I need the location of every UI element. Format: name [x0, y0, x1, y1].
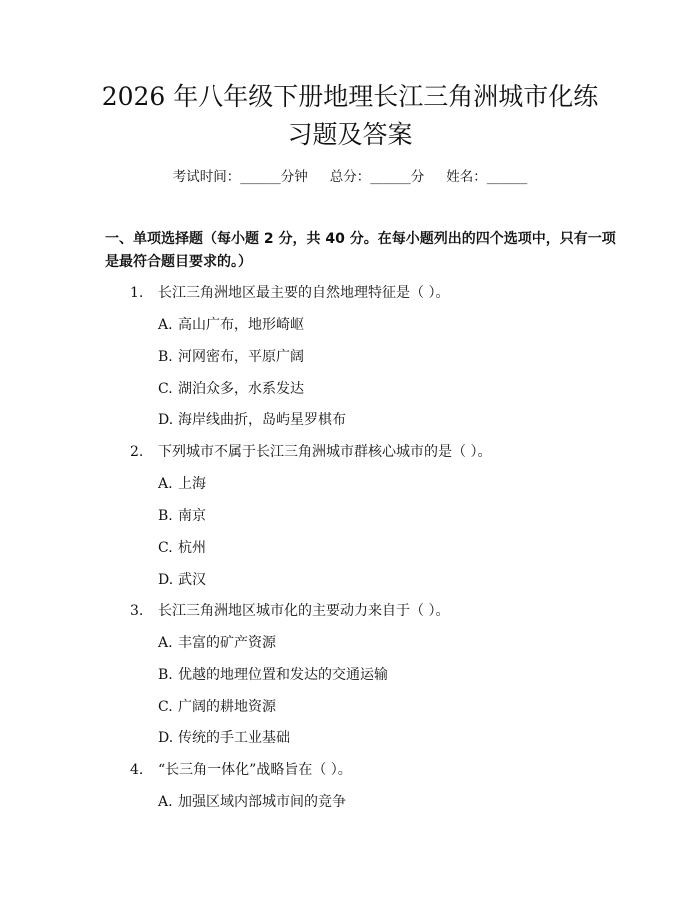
option-3a — [158, 633, 276, 653]
question-4 — [130, 760, 352, 780]
option-text: 优越的地理位置和发达的交通运输 — [178, 667, 388, 683]
option-text: 丰富的矿产资源 — [178, 635, 276, 651]
option-letter: C. — [158, 699, 173, 715]
question-number: 2. — [130, 444, 144, 460]
option-text: 高山广布，地形崎岖 — [178, 317, 304, 333]
question-number: 4. — [130, 762, 144, 778]
question-2 — [130, 442, 491, 462]
exam-meta — [0, 167, 700, 187]
option-text: 上海 — [178, 476, 206, 492]
option-letter: B. — [158, 349, 173, 365]
question-text: “长三角一体化”战略旨在（ ）。 — [158, 762, 352, 778]
option-1a — [158, 315, 304, 335]
option-3d — [158, 728, 290, 748]
option-1c — [158, 379, 304, 399]
option-text: 杭州 — [178, 540, 206, 556]
option-3b — [158, 665, 388, 685]
option-letter: A. — [158, 794, 173, 810]
option-text: 武汉 — [178, 572, 206, 588]
option-letter: D. — [158, 572, 174, 588]
option-text: 传统的手工业基础 — [178, 730, 290, 746]
option-text: 广阔的耕地资源 — [178, 699, 276, 715]
option-text: 海岸线曲折，岛屿星罗棋布 — [178, 412, 346, 428]
option-letter: B. — [158, 508, 173, 524]
option-1d — [158, 410, 346, 430]
option-text: 加强区域内部城市间的竞争 — [178, 794, 346, 810]
option-2d — [158, 570, 206, 590]
option-2b — [158, 506, 206, 526]
question-3 — [130, 601, 449, 621]
question-1 — [130, 283, 449, 303]
document-title — [60, 78, 640, 154]
section-heading: 一、单项选择题（每小题 2 分，共 40 分。在每小题列出的四个选项中，只有一项是最符合题目要求的。） — [105, 231, 616, 270]
question-text: 长江三角洲地区最主要的自然地理特征是（ ）。 — [158, 285, 450, 301]
question-number: 1. — [130, 285, 144, 301]
option-letter: A. — [158, 317, 173, 333]
option-text: 湖泊众多，水系发达 — [178, 381, 304, 397]
option-letter: A. — [158, 476, 173, 492]
option-2c — [158, 538, 206, 558]
question-number: 3. — [130, 603, 144, 619]
question-text: 下列城市不属于长江三角洲城市群核心城市的是（ ）。 — [158, 444, 492, 460]
option-2a — [158, 474, 206, 494]
student-name: 姓名：______ — [446, 169, 528, 185]
option-letter: B. — [158, 667, 173, 683]
option-3c — [158, 697, 276, 717]
question-text: 长江三角洲地区城市化的主要动力来自于（ ）。 — [158, 603, 450, 619]
option-letter: C. — [158, 381, 173, 397]
total-score: 总分：______分 — [329, 169, 425, 185]
option-1b — [158, 347, 304, 367]
title-line-2: 习题及答案 — [287, 120, 413, 149]
title-line-1: 2026 年八年级下册地理长江三角洲城市化练 — [101, 82, 599, 111]
exam-time: 考试时间：______分钟 — [172, 169, 308, 185]
option-letter: D. — [158, 730, 174, 746]
option-text: 河网密布，平原广阔 — [178, 349, 304, 365]
option-letter: C. — [158, 540, 173, 556]
option-letter: A. — [158, 635, 173, 651]
option-text: 南京 — [178, 508, 206, 524]
option-letter: D. — [158, 412, 174, 428]
option-4a — [158, 792, 346, 812]
